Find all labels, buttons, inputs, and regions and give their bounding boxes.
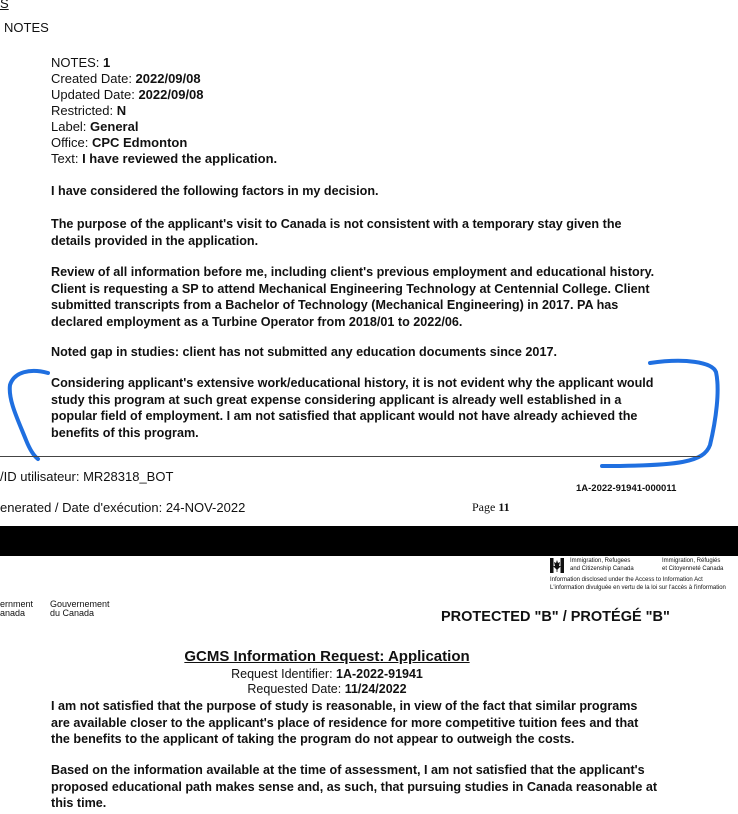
note-field: Label: General: [51, 119, 139, 134]
request-info: [0, 667, 654, 697]
footer-divider: [0, 456, 700, 457]
note-field: Updated Date: 2022/09/08: [51, 87, 204, 102]
left-bracket-annotation: [10, 371, 48, 459]
note-paragraph: Review of all information before me, including client's previous employment and educational history. Client is requesting a SP to attend Mechanical Engineering Technology at Centennial College. Client submitted transcripts from a Bachelor of Technology (Mechanical Engineering) in 2017. PA has declared employment as a Turbine Operator from 2018/01 to 2022/06.: [51, 265, 655, 329]
request-reference: 1A-2022-91941-000011: [576, 483, 677, 494]
ircc-name-fr: Immigration, Réfugiés et Citoyenneté Canada: [662, 558, 724, 572]
request-identifier: Request Identifier: 1A-2022-91941: [231, 667, 423, 681]
highlighted-paragraph: Considering applicant's extensive work/educational history, it is not evident why the applicant would study this program at such great expense considering applicant is already well established in a popular field of employment. I am not satisfied that applicant would not have already achieved the benefits of this program.: [51, 376, 654, 440]
note-field: Restricted: N: [51, 103, 127, 118]
right-bracket-annotation: [602, 361, 718, 466]
ircc-name-en: Immigration, Refugees and Citizenship Canada: [570, 558, 634, 572]
header-fragment: S: [0, 0, 9, 11]
note-field: Text: I have reviewed the application.: [51, 151, 278, 166]
note-paragraph: Noted gap in studies: client has not submitted any education documents since 2017.: [51, 345, 557, 359]
government-fr: Gouvernement du Canada: [50, 599, 110, 618]
note-field: Created Date: 2022/09/08: [51, 71, 201, 86]
requested-date: Requested Date: 11/24/2022: [247, 682, 407, 696]
note-field: NOTES: 1: [51, 55, 111, 70]
decision-paragraph: I am not satisfied that the purpose of study is reasonable, in view of the fact that similar programs are available closer to the applicant's place of residence for more competitive tuition fees and that the benefits to the applicant of taking the program do not appear to outweigh the costs.: [51, 699, 639, 747]
generated-date: enerated / Date d'exécution: 24-NOV-2022: [0, 500, 246, 515]
note-paragraph: I have considered the following factors in my decision.: [51, 184, 379, 198]
canada-flag-icon: [550, 558, 564, 573]
note-field: Office: CPC Edmonton: [51, 135, 188, 150]
note-paragraph: The purpose of the applicant's visit to Canada is not consistent with a temporary stay given the details provided in the application.: [51, 217, 622, 248]
page-number: Page 11: [472, 500, 510, 514]
decision-paragraph: Based on the information available at the time of assessment, I am not satisfied that the applicant's proposed educational path makes sense and, as such, that pursuing studies in Canada reasonable at this time.: [51, 763, 658, 811]
document-title: GCMS Information Request: Application: [184, 648, 470, 665]
page-separator: [0, 526, 738, 556]
government-en: ernment anada: [0, 599, 34, 618]
disclosure-notice: Information disclosed under the Access to Information Act L'information divulguée en vertu de la loi sur l'accès à l'information: [550, 577, 726, 591]
user-id: /ID utilisateur: MR28318_BOT: [0, 469, 174, 484]
section-title: NOTES: [4, 20, 49, 35]
protected-classification: PROTECTED "B" / PROTÉGÉ "B": [441, 609, 670, 625]
